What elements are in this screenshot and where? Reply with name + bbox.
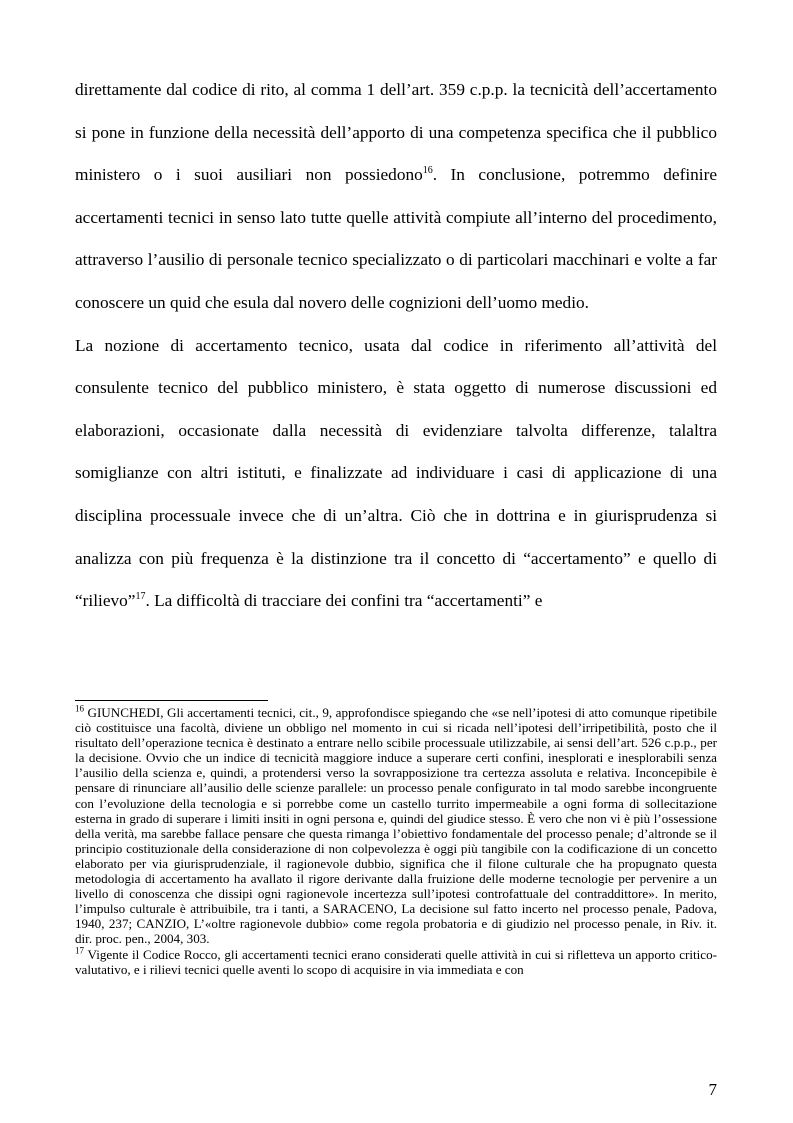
footnote-number: 17 [75, 945, 84, 956]
footnote-divider [75, 700, 268, 701]
footnote-17: $^{17}$ Vigente il Codice Rocco, gli accertamenti tecnici erano considerati quelle attività in cui si rifletteva un apporto critico-valutativo, e i rilievi tecnici quelle aventi lo scopo di acquisire in via immediata e con [75, 945, 717, 977]
main-text [75, 69, 717, 623]
footnote-16: $^{16}$ GIUNCHEDI, Gli accertamenti tecnici, cit., 9, approfondisce spiegando che «se nell’ipotesi di atto comunque ripetibile ciò costituisce una facoltà, diviene un obbligo nel momento in cui si ricada nell’ipotesi dell’irripetibilità, posto che il risultato dell’operazione tecnica è destinato a entrare nello scibile processuale utilizzabile, ai sensi dell’art. 526 c.p.p., per la decisione. Ovvio che un indice di tecnicità maggiore induce a superare certi confini, inesplorati e inesplorabili senza l’ausilio della scienza e, quindi, a protendersi verso la sovrapposizione tra certezza assoluta e relativa. Inconcepibile è pensare di rinunciare all’ausilio delle scienze parallele: un processo penale configurato in tal modo sarebbe incongruente con l’evoluzione della tecnologia e si porrebbe come un castello turrito impermeabile a ogni forma di sollecitazione esterna in grado di superare i limiti insiti in ogni persona e, quindi del giudice stesso. È vero che non vi è più l’ossessione della verità, ma sarebbe fallace pensare che questa rimanga l’obiettivo fondamentale del processo penale; d’altronde se il principio costituzionale della considerazione di non colpevolezza è oggi più tangibile con la codificazione di un concetto elaborato per via giurisprudenziale, il ragionevole dubbio, significa che il filone culturale che ha propugnato questa metodologia di accertamento ha avallato il rigore derivante dalla fruizione delle moderne tecnologie per pervenire a un livello di conoscenza che dissipi ogni ragionevole incertezza sull’ipotesi controfattuale del contraddittore». In merito, l’impulso culturale è attribuibile, tra i tanti, a SARACENO, La decisione sul fatto incerto nel processo penale, Padova, 1940, 237; CANZIO, L’«oltre ragionevole dubbio» come regola probatoria e di giudizio nel processo penale, in Riv. it. dir. proc. pen., 2004, 303. [75, 703, 717, 947]
footnote-ref-16[interactable]: 16 [422, 165, 433, 177]
footnotes [75, 705, 717, 977]
page-number: 7 [708, 1080, 717, 1099]
footnote-number: 16 [75, 703, 84, 714]
paragraph-1: direttamente dal codice di rito, al comma 1 dell’art. 359 c.p.p. la tecnicità dell’accertamento si pone in funzione della necessità dell’apporto di una competenza specifica che il pubblico ministero o i suoi ausiliari non possiedono$^{16}$. In conclusione, potremmo definire accertamenti tecnici in senso lato tutte quelle attività compiute all’interno del procedimento, attraverso l’ausilio di personale tecnico specializzato o di particolari macchinari e volte a far conoscere un quid che esula dal novero delle cognizioni dell’uomo medio. [75, 80, 717, 312]
paragraph-2: La nozione di accertamento tecnico, usata dal codice in riferimento all’attività del consulente tecnico del pubblico ministero, è stata oggetto di numerose discussioni ed elaborazioni, occasionate dalla necessità di evidenziare talvolta differenze, talaltra somiglianze con altri istituti, e finalizzate ad individuare i casi di applicazione di una disciplina processuale invece che di un’altra. Ciò che in dottrina e in giurisprudenza si analizza con più frequenza è la distinzione tra il concetto di “accertamento” e quello di “rilievo”$^{17}$. La difficoltà di tracciare dei confini tra “accertamenti” e [75, 335, 717, 611]
footnote-ref-17[interactable]: 17 [135, 591, 146, 603]
